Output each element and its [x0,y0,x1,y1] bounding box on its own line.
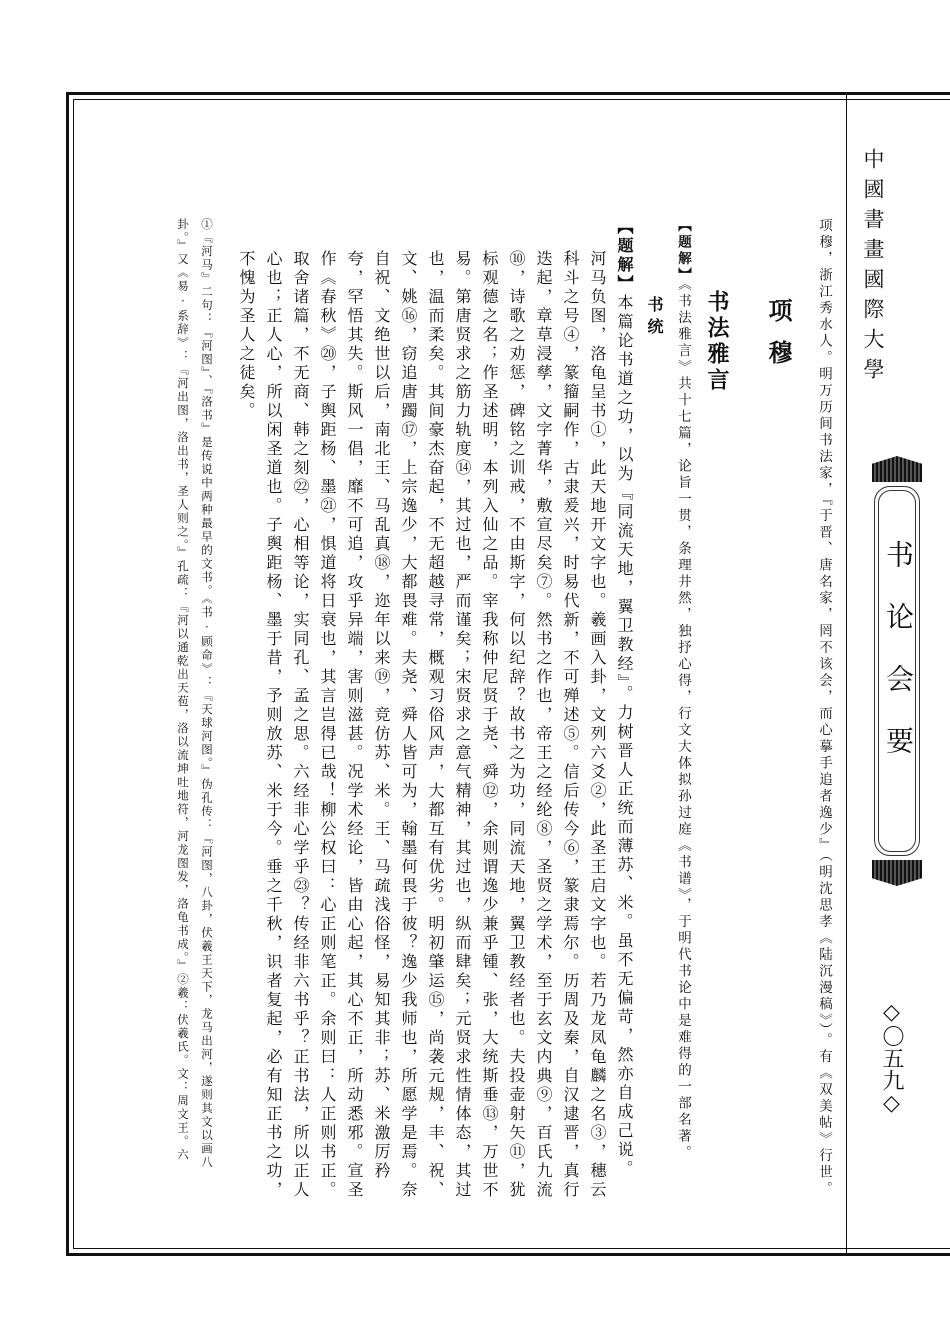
intro-label: 【题解】 [675,218,691,284]
section-title: 书论会要 [882,540,915,788]
article-intro [670,218,695,1218]
journal-title: 中國書畫國際大學 [861,148,885,388]
sidebar-divider [846,92,847,1256]
main-text [176,218,836,1218]
author-bio: 项穆，浙江秀水人。明万历间书法家，『于晋、唐名家，罔不该会，而心摹手追者逸少』（明沈思孝《陆沉漫稿》）。有《双美帖》行世。 [816,218,832,1198]
banner-top-ornament [872,456,922,482]
body-paragraph: 河马负图，洛龟呈书①，此天地开文字也。羲画入卦，文列六爻②，此圣王启文字也。若乃龙凤龟麟之名③，穗云科斗之号④，篆籀嗣作，古隶爰兴，时易代新，不可殚述⑤。信后传今⑥，篆隶焉尔。历周及秦，自汉逮晋，真行迭起，章草浸孳，文字菁华，敷宣尽矣⑦。然书之作也，帝王之经纶⑧，圣贤之学术，至于玄文内典⑨，百氏九流⑩，诗歌之劝惩，碑铭之训戒，不由斯字，何以纪辞？故书之为功，同流天地，翼卫教经者也。夫投壶射矢⑪，犹标观德之名；作圣述明，本列入仙之品。宰我称仲尼贤于尧、舜⑫，余则谓逸少兼乎锺、张，大统斯垂⑬，万世不易。第唐贤求之筋力轨度⑭，其过也，严而谨矣；宋贤求之意气精神，其过也，纵而肆矣；元贤求性情体态，其过也，温而柔矣。其间豪杰奋起，不无超越寻常，概观习俗风声，大都互有优劣。明初肇运⑮，尚袭元规，丰、祝、文、姚⑯，窃追唐躅⑰，上宗逸少，大都畏难。夫尧、舜人皆可为，翰墨何畏于彼？逸少我师也，所愿学是焉。奈自祝、文绝世以后，南北王、马乱真⑱，迩年以来⑲，竞仿苏、米。王、马疏浅俗怪，易知其非；苏、米激厉矜夸，罕悟其失。斯风一倡，靡不可追，攻乎异端，害则滋甚。况学术经论，皆由心起，其心不正，所动悉邪。宣圣作《春秋》⑳，子舆距杨、墨㉑，惧道将日衰也，其言岂得已哉！柳公权曰：心正则笔正。余则曰：人正则书正。取舍诸篇，不无商、韩之刻㉒，心相等论，实同孔、孟之思。六经非心学乎㉓？传经非六书乎？正书法，所以正人心也；正人心，所以闲圣道也。子舆距杨、墨于昔，予则放苏、米于今。垂之千秋，识者复起，必有知正书之功，不愧为圣人之徒矣。 [237,250,607,1200]
section-intro [611,218,638,1218]
page-number: ◇〇五九◇ [879,1000,904,1116]
section-label: 【题解】 [615,218,634,294]
intro-text: 《书法雅言》共十七篇，论旨一贯，条理井然，独抒心得，行文大体拟孙过庭《书谱》，于明代书论中是难得的一部名著。 [675,284,691,1162]
footnote: ①『河马』二句：『河图』、『洛书』是传说中两种最早的文书。《书·顾命》：『天球河图。』伪孔传：『河图，八卦，伏羲王天下，龙马出河，遂则其文以画八 [200,218,214,1170]
banner-bottom-ornament [872,860,922,886]
article-title: 书法雅言 [704,290,730,394]
footnote: 卦。』又《易·系辞》：『河出图，洛出书，圣人则之。』孔疏：『河以通乾出天苞，洛以流坤吐地符，河龙图发，洛龟书成。』②羲：伏羲氏。文：周文王。六 [176,218,190,1162]
section-text: 本篇论书道之功，以为『同流天地，翼卫教经』。力树晋人正统而薄苏、米。虽不无偏苛，然亦自成己说。 [615,294,634,1179]
section-heading: 书统 [645,296,664,340]
author-name: 项穆 [764,298,793,382]
